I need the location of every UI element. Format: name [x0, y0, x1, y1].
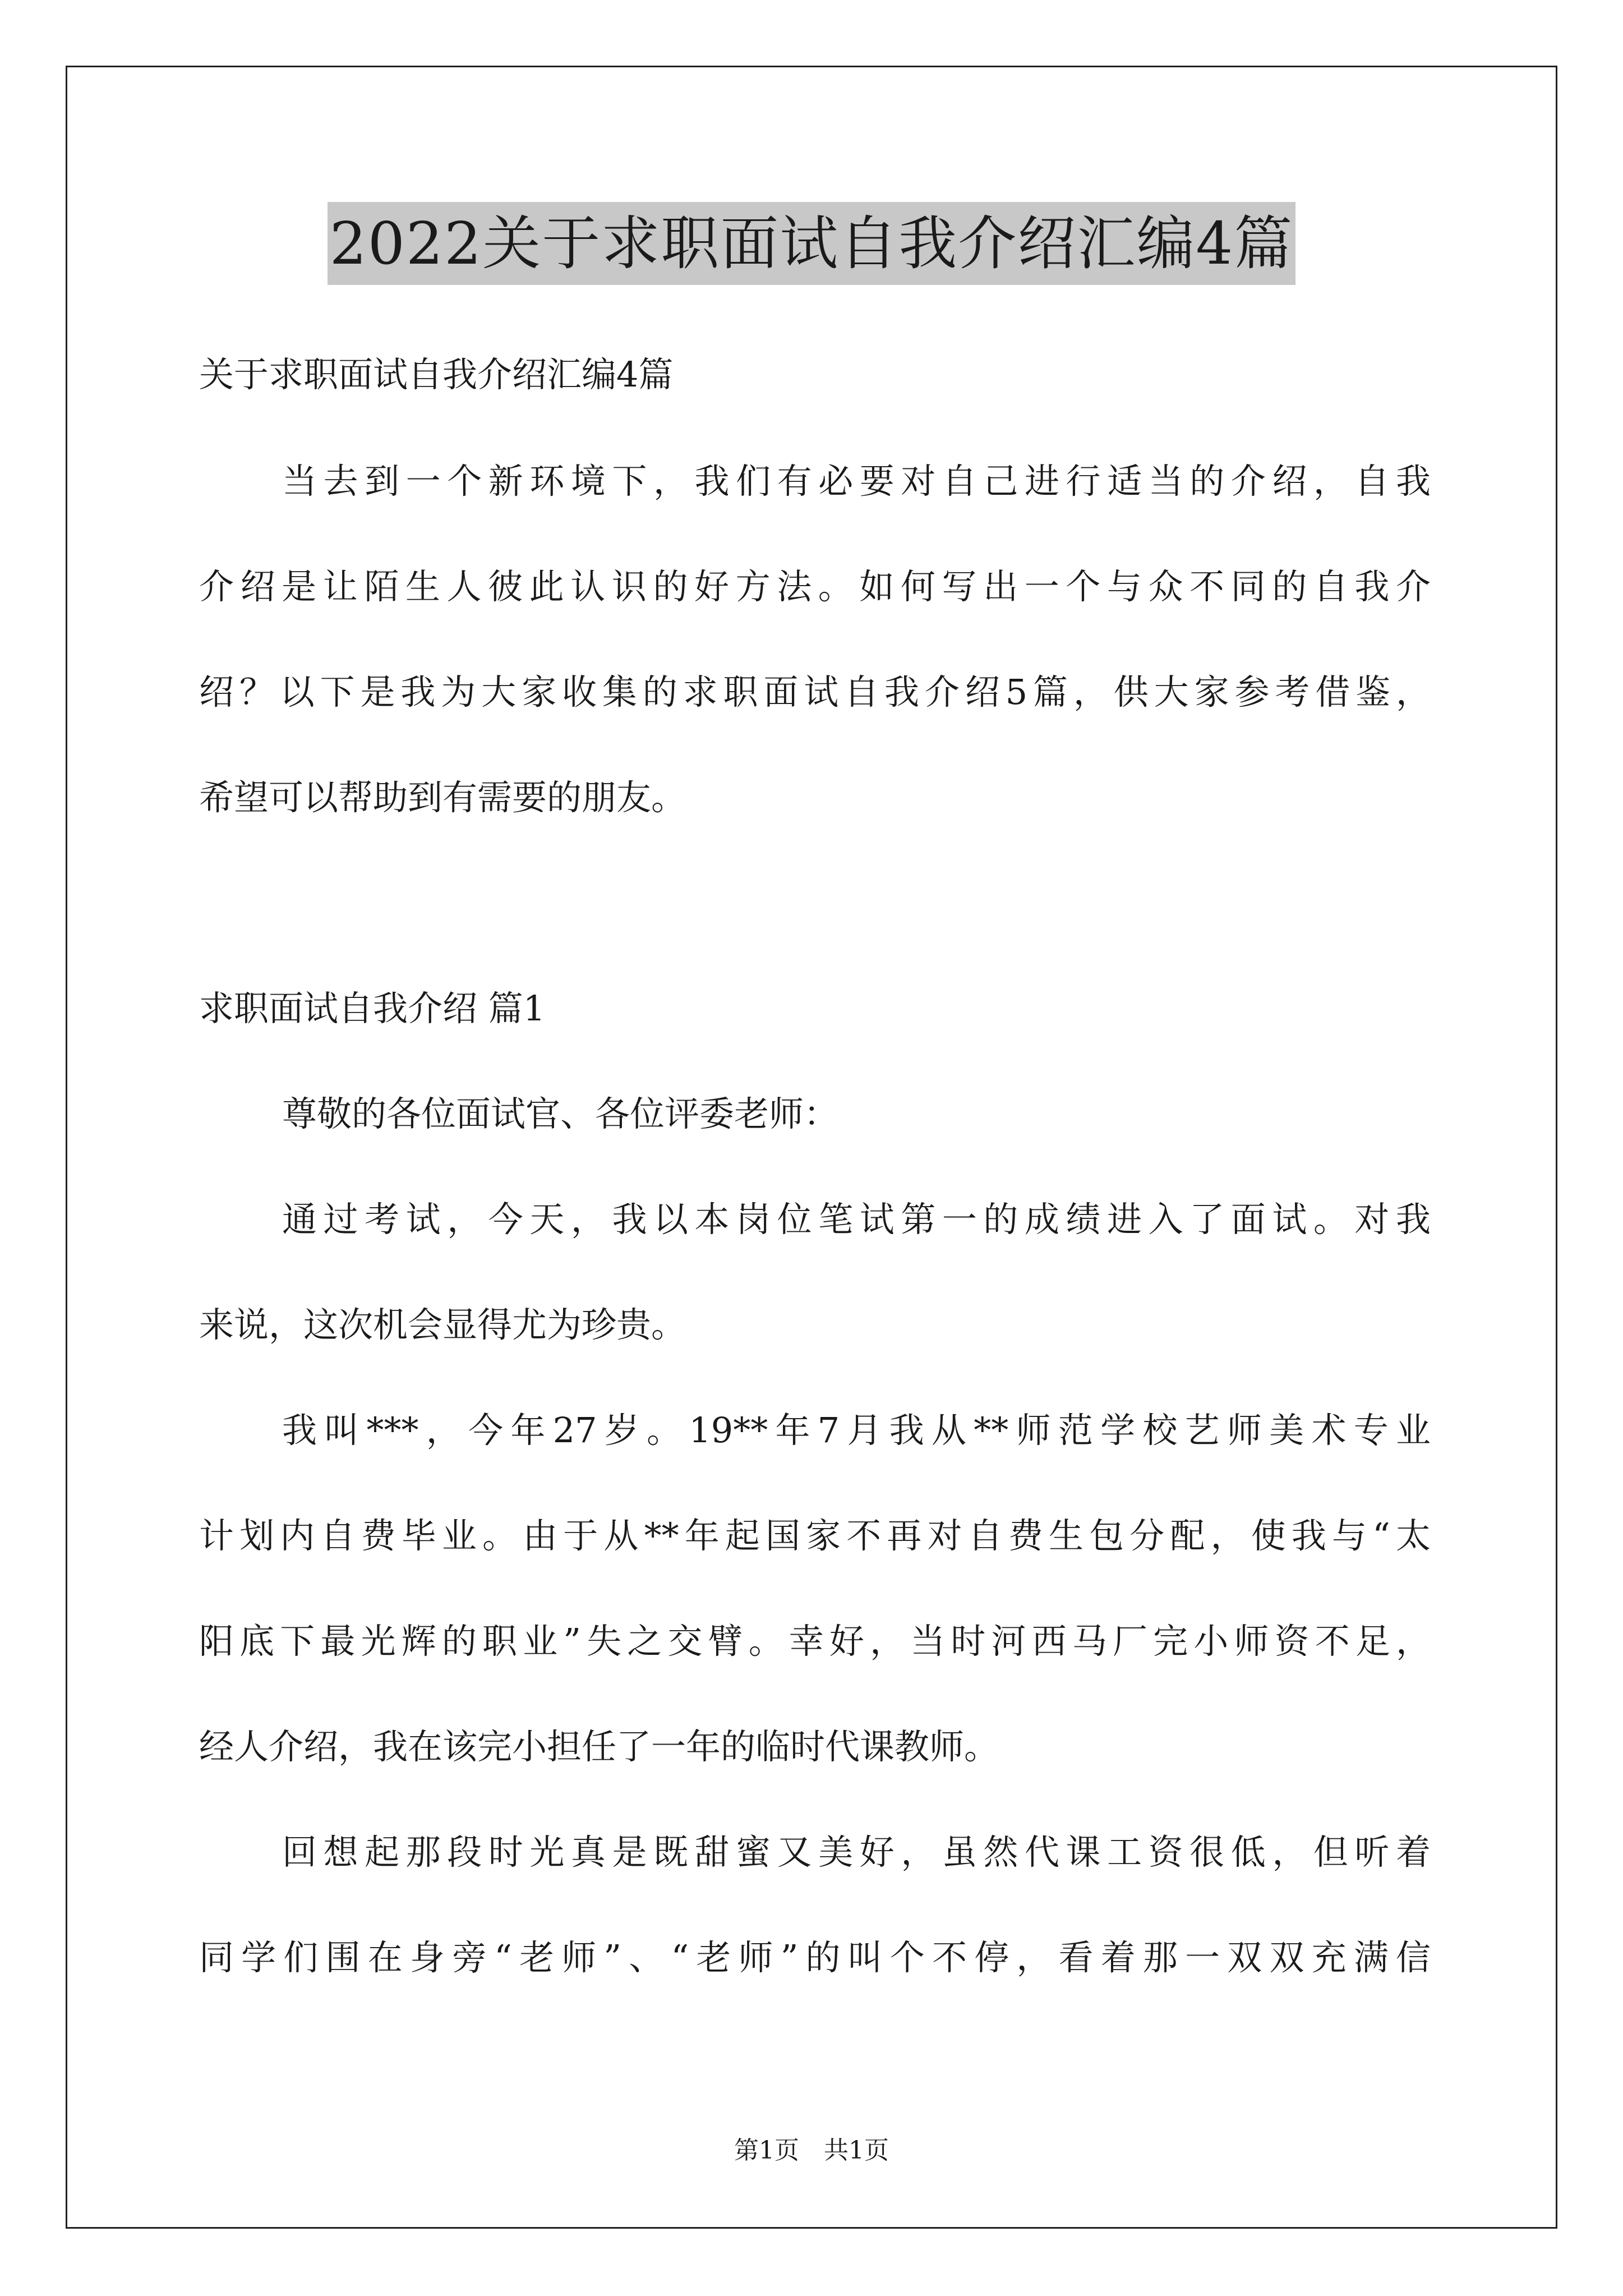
body-line: 计划内自费毕业。由于从**年起国家不再对自费生包分配，使我与“太 — [199, 1515, 1431, 1556]
subtitle: 关于求职面试自我介绍汇编4篇 — [199, 354, 674, 395]
intro-line: 当去到一个新环境下，我们有必要对自己进行适当的介绍，自我 — [282, 461, 1431, 501]
page-footer: 第1页 共1页 — [734, 2136, 889, 2165]
body-line: 阳底下最光辉的职业”失之交臂。幸好，当时河西马厂完小师资不足， — [199, 1621, 1431, 1662]
salutation: 尊敬的各位面试官、各位评委老师： — [282, 1093, 839, 1134]
document-title: 2022关于求职面试自我介绍汇编4篇 — [328, 202, 1296, 285]
body-line: 通过考试，今天，我以本岗位笔试第一的成绩进入了面试。对我 — [282, 1199, 1431, 1240]
intro-line: 希望可以帮助到有需要的朋友。 — [199, 777, 686, 818]
body-line: 经人介绍，我在该完小担任了一年的临时代课教师。 — [199, 1726, 999, 1767]
body-line: 来说，这次机会显得尤为珍贵。 — [199, 1304, 686, 1345]
body-line: 我叫***，今年27岁。19**年7月我从**师范学校艺师美术专业 — [282, 1410, 1431, 1451]
title-wrap — [0, 202, 1623, 285]
intro-line: 绍？以下是我为大家收集的求职面试自我介绍5篇，供大家参考借鉴， — [199, 671, 1431, 712]
intro-line: 介绍是让陌生人彼此认识的好方法。如何写出一个与众不同的自我介 — [199, 566, 1431, 607]
body-line: 回想起那段时光真是既甜蜜又美好，虽然代课工资很低，但听着 — [282, 1832, 1431, 1872]
section-heading: 求职面试自我介绍 篇1 — [199, 988, 546, 1029]
body-line: 同学们围在身旁“老师”、“老师”的叫个不停，看着那一双双充满信 — [199, 1937, 1431, 1978]
